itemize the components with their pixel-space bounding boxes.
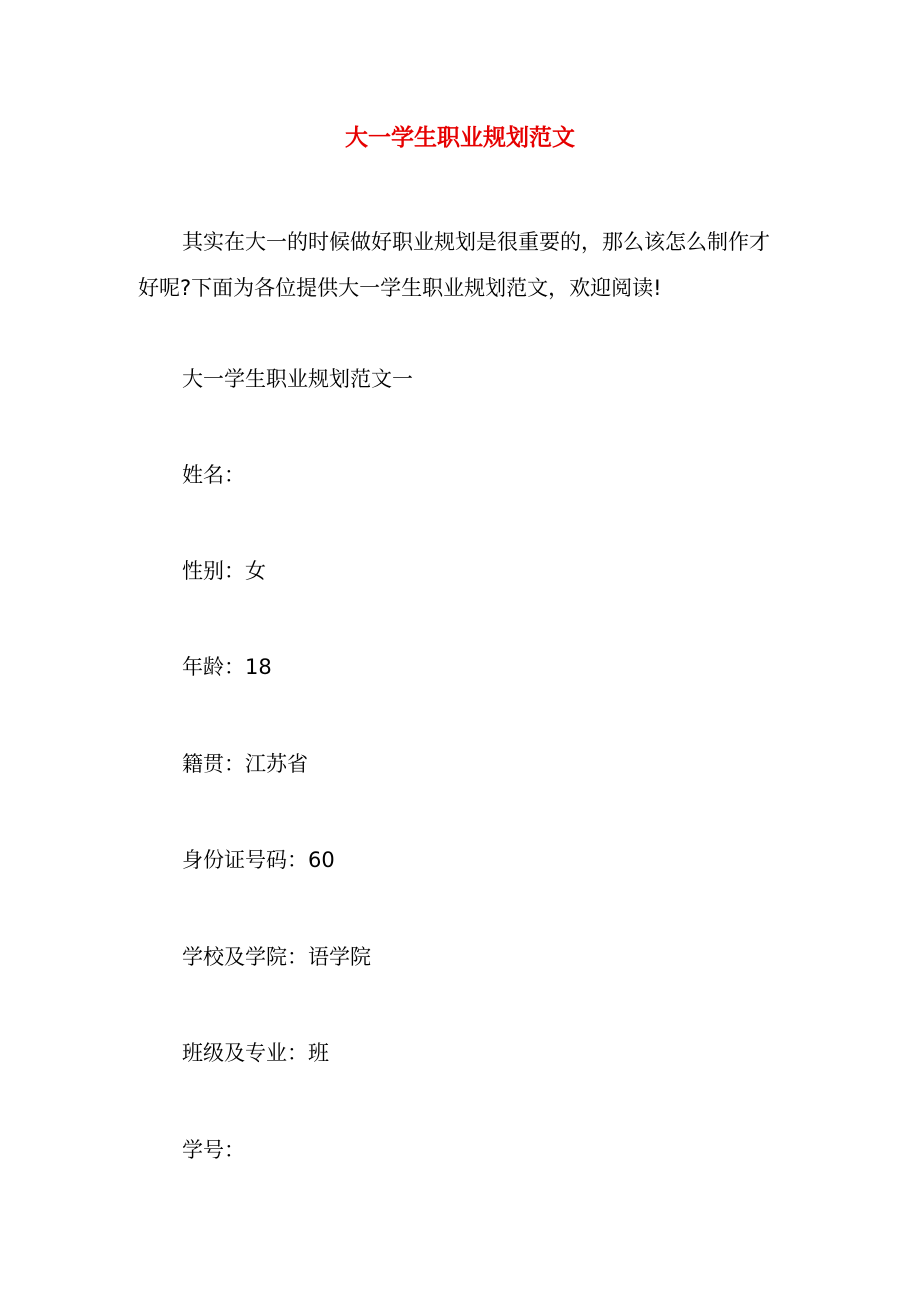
document-title: 大一学生职业规划范文 — [345, 125, 575, 151]
field-hometown: 籍贯：江苏省 — [182, 752, 308, 776]
field-school: 学校及学院：语学院 — [182, 945, 371, 969]
field-class-major: 班级及专业：班 — [182, 1041, 329, 1065]
section-heading: 大一学生职业规划范文一 — [182, 367, 413, 391]
field-id-number: 身份证号码：60 — [182, 848, 335, 872]
field-name: 姓名： — [182, 463, 245, 487]
field-student-number: 学号： — [182, 1138, 245, 1162]
field-age: 年龄：18 — [182, 655, 272, 679]
field-gender: 性别：女 — [182, 559, 266, 583]
intro-paragraph: 其实在大一的时候做好职业规划是很重要的，那么该怎么制作才好呢?下面为各位提供大一学生职业规划范文，欢迎阅读! — [138, 230, 770, 300]
